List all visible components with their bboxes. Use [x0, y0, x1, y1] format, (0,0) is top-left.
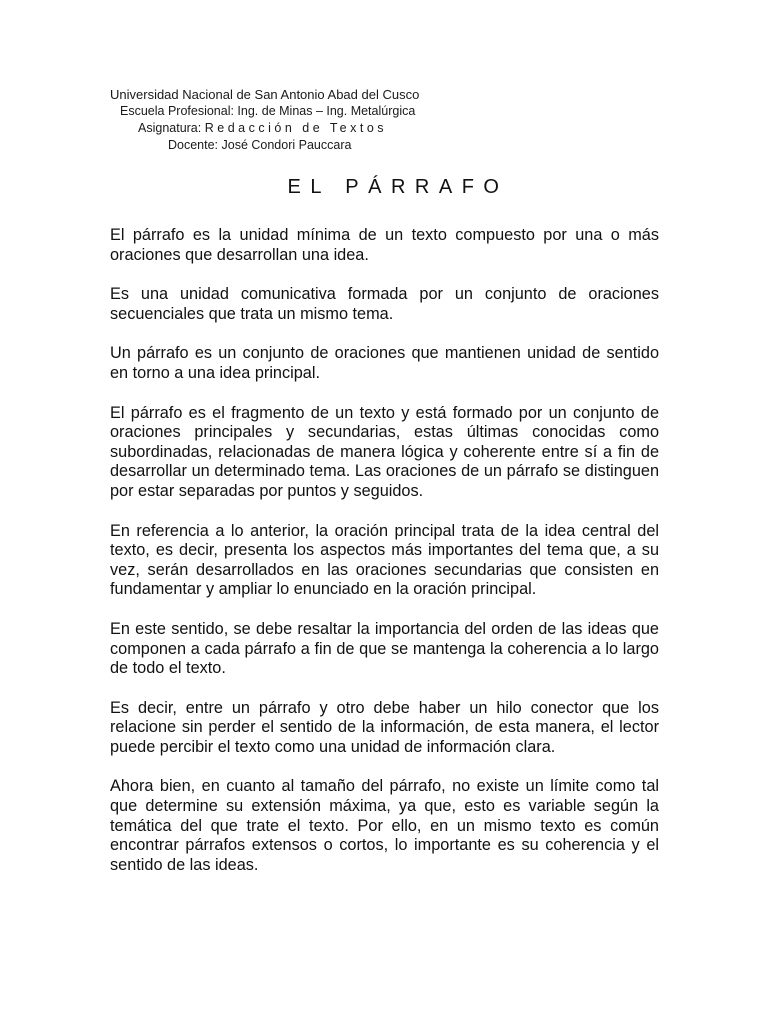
- paragraph: Ahora bien, en cuanto al tamaño del párrafo, no existe un límite como tal que determine su extensión máxima, ya que, esto es variable según la temática del que trate el texto. Por ello, en un mismo texto es común encontrar párrafos extensos o cortos, lo importante es su coherencia y el sentido de las ideas.: [110, 777, 659, 874]
- paragraph: El párrafo es la unidad mínima de un texto compuesto por una o más oraciones que desarrollan una idea.: [110, 226, 659, 264]
- subject-value: Redacción de Textos: [204, 121, 388, 135]
- document-body: [110, 226, 659, 895]
- school-line: Escuela Profesional: Ing. de Minas – Ing. Metalúrgica: [120, 104, 416, 118]
- document-header: [110, 86, 630, 154]
- document-title: EL PÁRRAFO: [287, 176, 509, 198]
- paragraph: Es una unidad comunicativa formada por un conjunto de oraciones secuenciales que trata un mismo tema.: [110, 285, 659, 323]
- paragraph: El párrafo es el fragmento de un texto y está formado por un conjunto de oraciones principales y secundarias, estas últimas conocidas como subordinadas, relacionadas de manera lógica y coherente entre sí a fin de desarrollar un determinado tema. Las oraciones de un párrafo se distinguen por estar separadas por puntos y seguidos.: [110, 403, 659, 500]
- paragraph: En este sentido, se debe resaltar la importancia del orden de las ideas que componen a cada párrafo a fin de que se mantenga la coherencia a lo largo de todo el texto.: [110, 619, 659, 678]
- subject-label: Asignatura:: [138, 121, 202, 135]
- university-name: Universidad Nacional de San Antonio Abad del Cusco: [110, 87, 420, 102]
- paragraph: Es decir, entre un párrafo y otro debe haber un hilo conector que los relacione sin perder el sentido de la información, de esta manera, el lector puede percibir el texto como una unidad de información clara.: [110, 698, 659, 756]
- paragraph: En referencia a lo anterior, la oración principal trata de la idea central del texto, es decir, presenta los aspectos más importantes del tema que, a su vez, serán desarrollados en las oraciones secundarias que consisten en fundamentar y ampliar lo enunciado en la oración principal.: [110, 521, 659, 599]
- teacher-line: Docente: José Condori Pauccara: [168, 138, 352, 152]
- paragraph: Un párrafo es un conjunto de oraciones que mantienen unidad de sentido en torno a una idea principal.: [110, 344, 659, 382]
- subject-line: [138, 120, 630, 137]
